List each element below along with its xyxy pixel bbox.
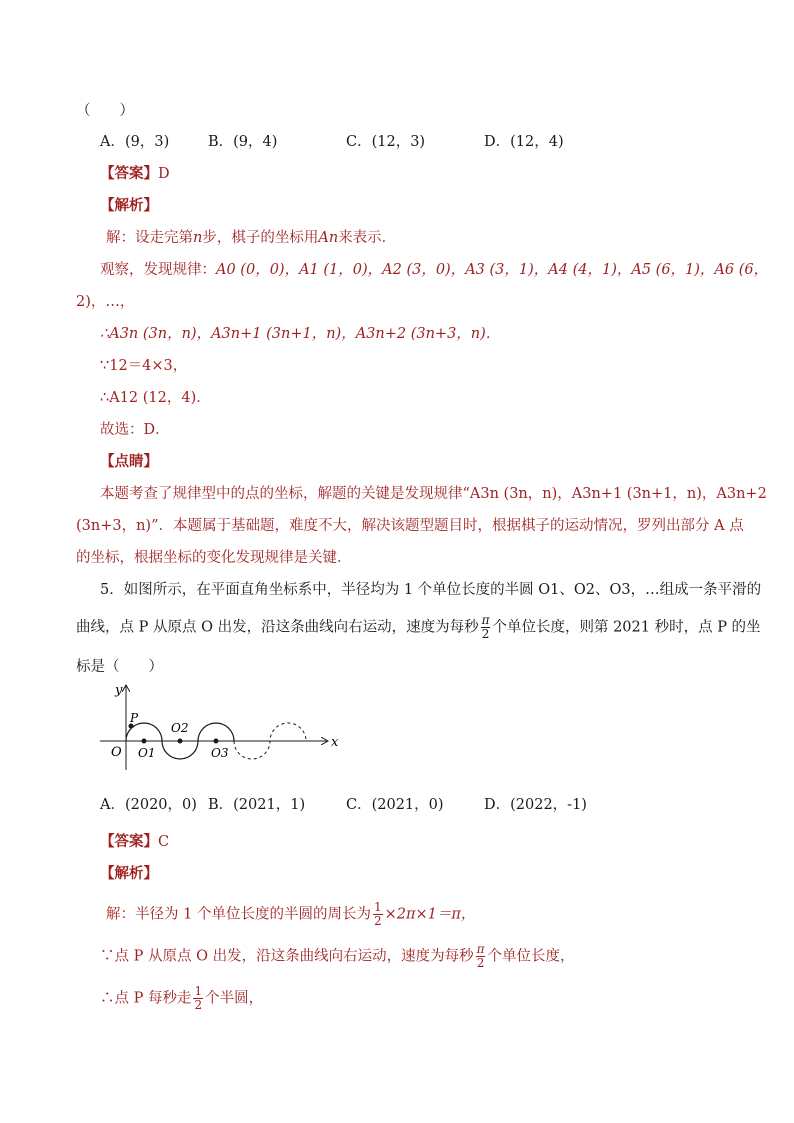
o2-label: O2 (171, 721, 189, 735)
fraction-denominator: 2 (194, 998, 203, 1012)
answer-value: D (158, 166, 170, 182)
question-5-stem-2 (76, 614, 761, 641)
fraction-numerator: π (476, 942, 485, 956)
q5-answer-value: C (158, 834, 170, 850)
solution-text: 解：设走完第 (106, 230, 193, 246)
solution-text: ∴点 P 每秒走 (100, 990, 192, 1007)
fraction-denominator: 2 (476, 956, 485, 970)
observation-continued: 2)，…， (76, 294, 135, 310)
solution-text: ×2π×1＝π， (384, 906, 476, 923)
solution-text: 解：半径为 1 个单位长度的半圆的周长为 (106, 906, 371, 923)
origin-label: O (111, 745, 122, 760)
q5-solution-line-2 (100, 943, 574, 970)
q5-option-c: C．(2021，0) (346, 797, 444, 813)
o3-label: O3 (211, 746, 229, 760)
therefore-line: ∴A12 (12，4)． (100, 390, 211, 406)
observation-label: 观察，发现规律： (100, 262, 216, 278)
choice-line: 故选：D． (100, 422, 170, 438)
comment-line-2: (3n+3，n)”．本题属于基础题，难度不大，解决该题型题目时，根据棋子的运动情况，罗列出部分 A 点 (76, 518, 744, 534)
analysis-tag: 【解析】 (100, 197, 158, 214)
solution-text: 个半圆， (205, 990, 264, 1007)
q5-analysis-tag: 【解析】 (100, 865, 158, 882)
q5-answer-line (100, 831, 169, 853)
solution-line-1 (106, 227, 396, 249)
variable-n: n (193, 230, 203, 246)
rule-line: ∴A3n (3n，n)，A3n+1 (3n+1，n)，A3n+2 (3n+3，n)． (100, 326, 501, 342)
option-d: D．(12，4) (484, 134, 564, 150)
observation-line (100, 259, 768, 281)
q5-option-a: A．(2020，0) (100, 797, 197, 813)
question-5-stem-3: 标是（ ） (76, 659, 163, 675)
fraction-denominator: 2 (373, 914, 382, 928)
solution-text: ∵点 P 从原点 O 出发，沿这条曲线向右运动，速度为每秒 (100, 948, 474, 965)
comment-tag: 【点睛】 (100, 453, 158, 470)
semicircle-path-figure (95, 680, 345, 770)
q5-solution-line-3 (100, 985, 263, 1012)
x-label: x (331, 735, 339, 750)
fraction-denominator: 2 (481, 627, 490, 641)
answer-tag: 【答案】 (100, 165, 158, 182)
variable-an: An (318, 230, 339, 246)
fraction-pi-over-2 (476, 943, 486, 970)
fraction-numerator: 1 (194, 984, 203, 998)
solution-text: 来表示． (338, 230, 397, 246)
fraction-half (193, 985, 203, 1012)
q5-solution-line-1 (106, 901, 475, 928)
fraction-numerator: π (481, 613, 490, 627)
stem-text: 个单位长度，则第 2021 秒时，点 P 的坐 (492, 619, 761, 636)
answer-line (100, 163, 170, 185)
q5-option-d: D．(2022，-1) (484, 797, 587, 813)
o1-label: O1 (138, 746, 156, 760)
p-label: P (130, 711, 139, 725)
option-a: A．(9，3) (100, 134, 170, 150)
point-o3 (214, 739, 219, 744)
y-label: y (115, 683, 123, 698)
option-b: B．(9，4) (208, 134, 278, 150)
fraction-half (373, 901, 383, 928)
option-c: C．(12，3) (346, 134, 426, 150)
solution-text: 个单位长度， (487, 948, 575, 965)
comment-line-3: 的坐标，根据坐标的变化发现规律是关键． (76, 550, 352, 566)
observation-sequence: A0 (0，0)，A1 (1，0)，A2 (3，0)，A3 (3，1)，A4 (4，1)，A5 (6，1)，A6 (6， (216, 262, 769, 278)
q5-answer-tag: 【答案】 (100, 833, 158, 850)
stem-text: 曲线，点 P 从原点 O 出发，沿这条曲线向右运动，速度为每秒 (76, 619, 479, 636)
solution-text: 步，棋子的坐标用 (202, 230, 319, 246)
because-line: ∵12＝4×3， (100, 358, 188, 374)
q5-option-b: B．(2021，1) (208, 797, 306, 813)
point-o1 (142, 739, 147, 744)
comment-line-1: 本题考查了规律型中的点的坐标，解题的关键是发现规律“A3n (3n，n)，A3n+1 (3n+1，n)，A3n+2 (100, 486, 767, 502)
paren-blank: （ ） (76, 103, 134, 119)
question-5-stem-1: 5．如图所示，在平面直角坐标系中，半径均为 1 个单位长度的半圆 O1、O2、O3，…组成一条平滑的 (100, 582, 762, 598)
fraction-pi-over-2 (481, 614, 491, 641)
point-o2 (178, 739, 183, 744)
fraction-numerator: 1 (373, 900, 382, 914)
